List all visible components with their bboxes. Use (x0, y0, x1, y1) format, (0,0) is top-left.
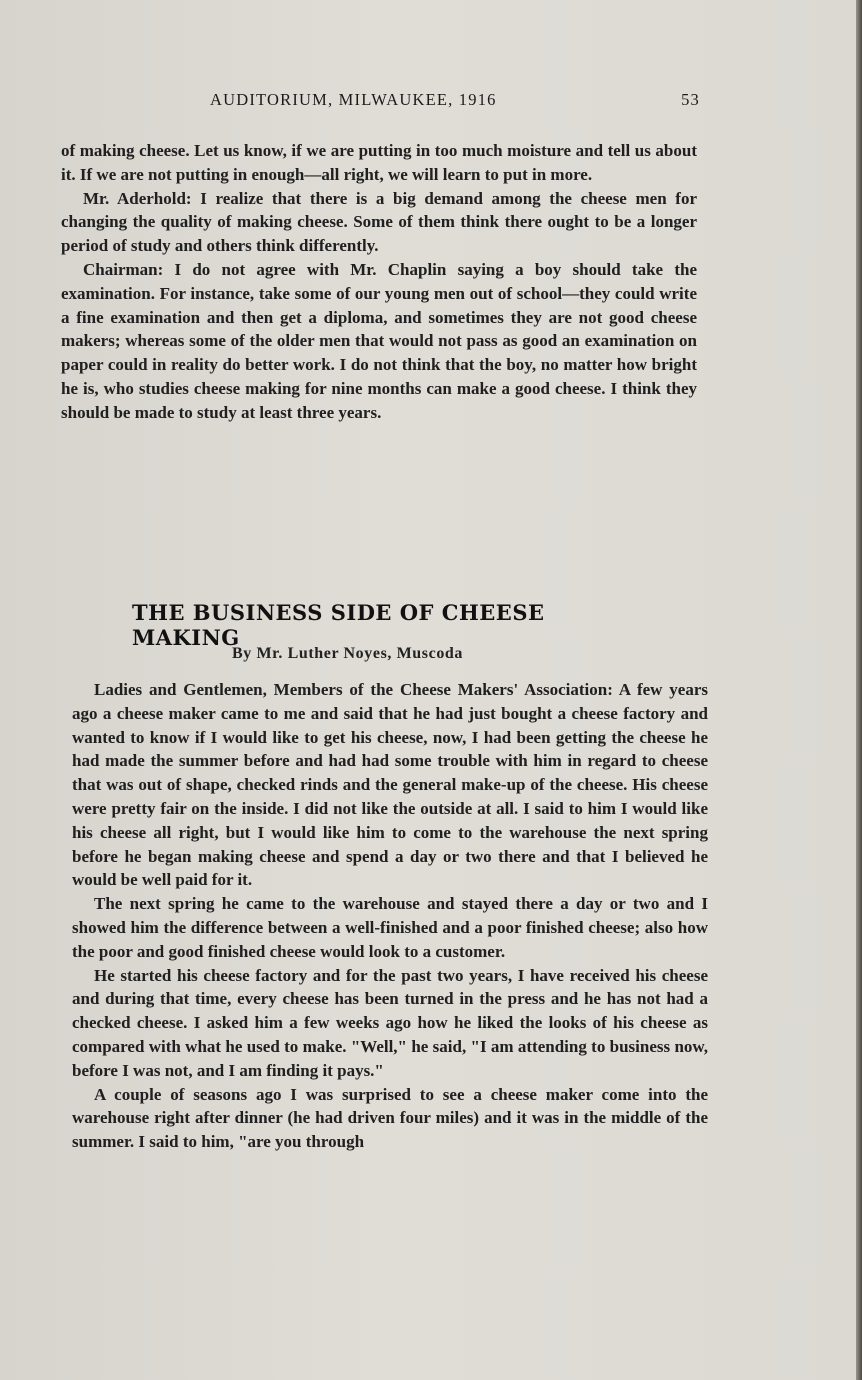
page-number: 53 (681, 90, 700, 109)
article-body (72, 678, 708, 1154)
discussion-paragraph: Mr. Aderhold: I realize that there is a big demand among the cheese men for changing the quality of making cheese. Some of them think there ought to be a longer period of study and others think differently. (61, 188, 697, 256)
discussion-paragraph: Chairman: I do not agree with Mr. Chaplin saying a boy should take the examination. For instance, take some of our young men out of school—they could write a fine examination and then get a diploma, and sometimes they are not good cheese makers; whereas some of the older men that would not pass as good an examination on paper could in reality do better work. I do not think that the boy, no matter how bright he is, who studies cheese making for nine months can make a good cheese. I think they should be made to study at least three years. (61, 259, 697, 422)
discussion-paragraph: of making cheese. Let us know, if we are putting in too much moisture and tell us about it. If we are not putting in enough—all right, we will learn to put in more. (61, 141, 697, 184)
running-head-title: AUDITORIUM, MILWAUKEE, 1916 (210, 90, 497, 109)
article-paragraph: He started his cheese factory and for the past two years, I have received his cheese and during that time, every cheese has been turned in the press and he has not had a checked cheese. I asked him a few weeks ago how he liked the looks of his cheese as compared with what he used to make. "Well," he said, "I am attending to business now, before I was not, and I am finding it pays." (72, 965, 708, 1080)
page-edge-shadow (856, 0, 862, 1380)
discussion-text (61, 139, 697, 425)
article-byline: By Mr. Luther Noyes, Muscoda (232, 645, 464, 662)
article-paragraph: The next spring he came to the warehouse and stayed there a day or two and I showed him the difference between a well-finished and a poor finished cheese; also how the poor and good finished cheese would look to a customer. (72, 894, 708, 961)
article-paragraph: A couple of seasons ago I was surprised to see a cheese maker come into the warehouse right after dinner (he had driven four miles) and it was in the middle of the summer. I said to him, "are you through (72, 1084, 708, 1152)
article-paragraph: Ladies and Gentlemen, Members of the Cheese Makers' Association: A few years ago a cheese maker came to me and said that he had just bought a cheese factory and wanted to know if I would like to get his cheese, now, I had been getting the cheese he had made the summer before and had had some trouble with him in regard to cheese that was out of shape, checked rinds and the general make-up of the cheese. His cheese were pretty fair on the inside. I did not like the outside at all. I said to him I would like his cheese all right, but I would like him to come to the warehouse the next spring before he began making cheese and spend a day or two there and that I believed he would be well paid for it. (72, 680, 708, 890)
running-head (60, 90, 700, 114)
article-heading: THE BUSINESS SIDE OF CHEESE MAKING (132, 600, 545, 650)
